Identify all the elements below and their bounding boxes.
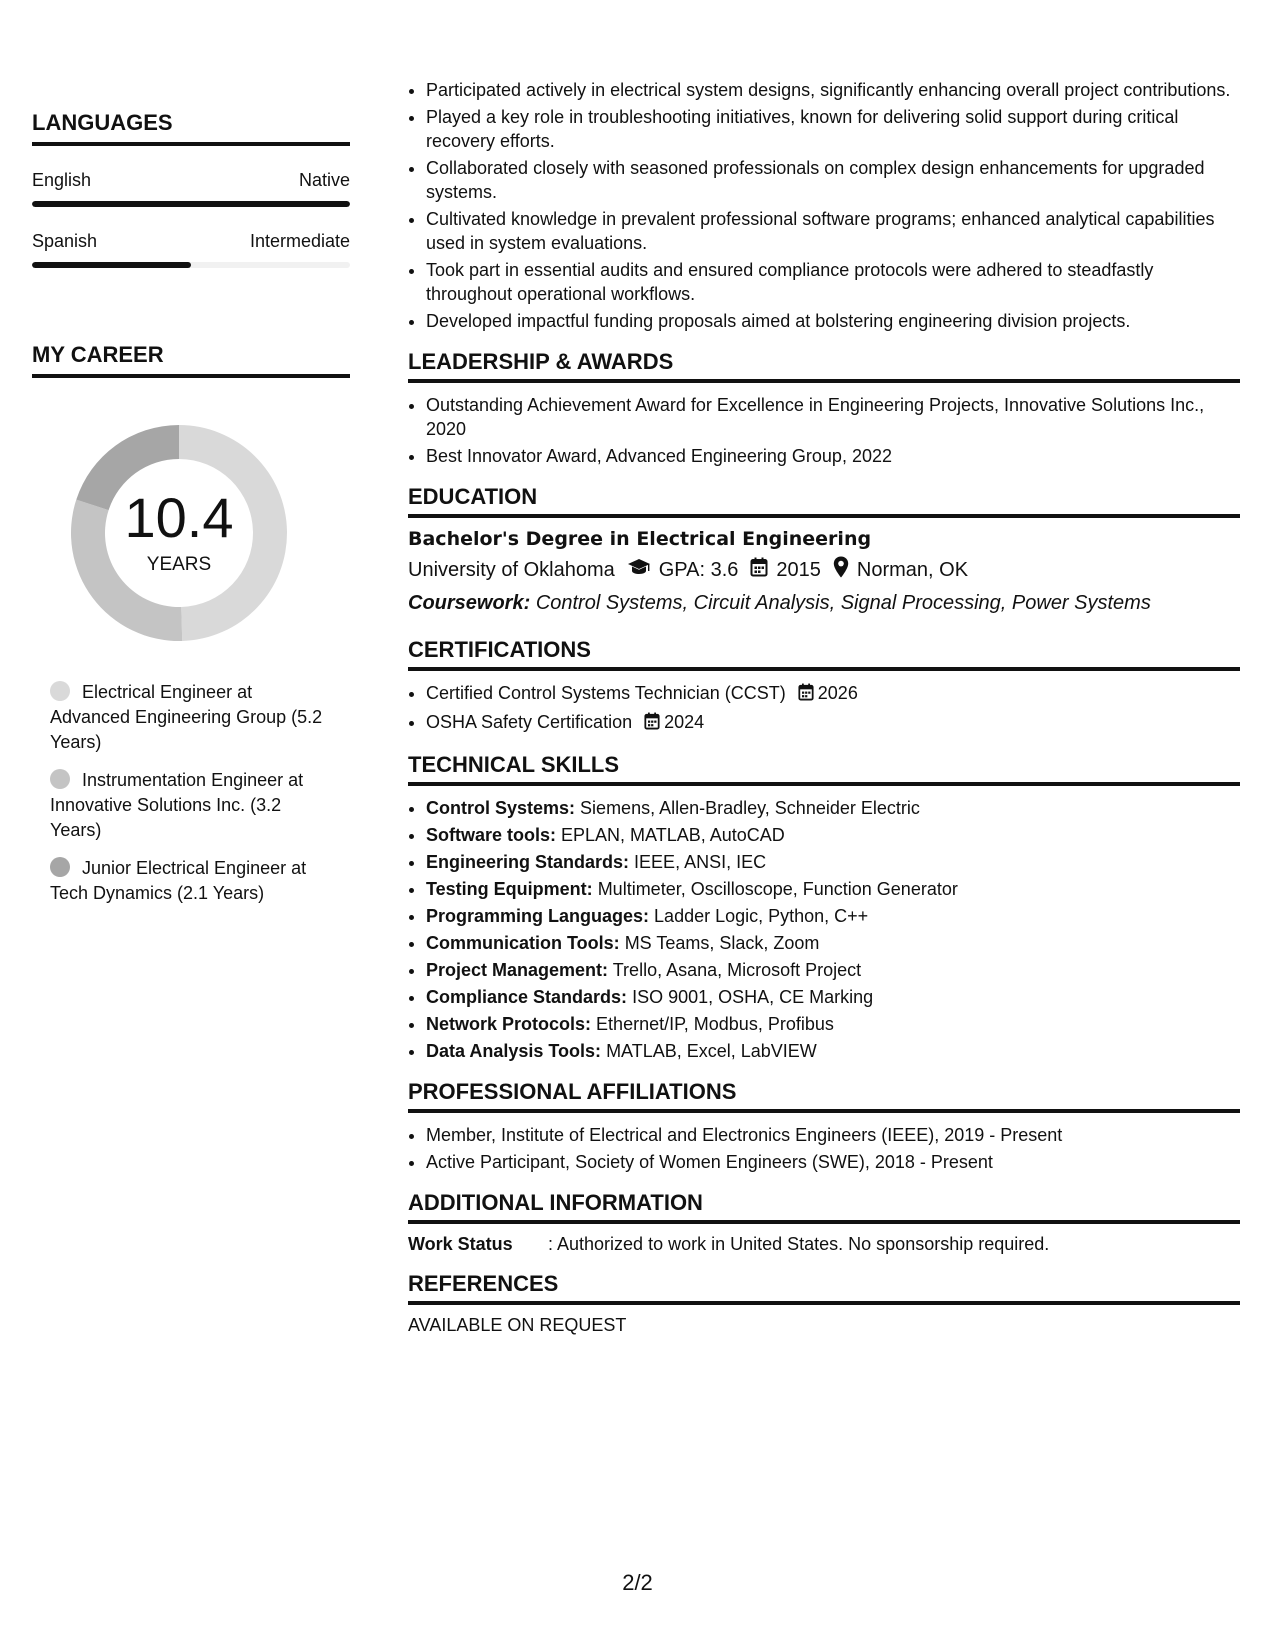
list-item <box>426 958 1240 982</box>
skill-label: Software tools: <box>426 825 557 845</box>
legend-dot <box>50 857 70 877</box>
education-year: 2015 <box>776 558 821 581</box>
certifications-heading: CERTIFICATIONS <box>408 637 1240 671</box>
legend-dot <box>50 681 70 701</box>
skill-value: EPLAN, MATLAB, AutoCAD <box>561 825 785 845</box>
experience-bullets <box>408 78 1240 333</box>
location-pin-icon <box>833 556 849 584</box>
legend-dot <box>50 769 70 789</box>
main-content <box>408 78 1240 1336</box>
calendar-icon <box>750 557 768 583</box>
career-donut-chart <box>64 418 294 648</box>
work-status-row <box>408 1234 1240 1255</box>
skills-list <box>408 796 1240 1063</box>
career-heading: MY CAREER <box>32 342 350 378</box>
references-text: AVAILABLE ON REQUEST <box>408 1315 627 1335</box>
career-total: 10.4 <box>124 486 234 549</box>
list-item <box>426 931 1240 955</box>
list-item: • Member, Institute of Electrical and Electronics Engineers (IEEE), 2019 - Present <box>426 1123 1240 1147</box>
skill-label: Compliance Standards: <box>426 987 628 1007</box>
language-english <box>32 170 350 207</box>
language-bar-fill <box>32 201 350 207</box>
education-gpa: GPA: 3.6 <box>658 558 739 581</box>
coursework-value: Control Systems, Circuit Analysis, Signal Processing, Power Systems <box>535 592 1151 614</box>
language-spanish <box>32 231 350 268</box>
affiliations-heading: PROFESSIONAL AFFILIATIONS <box>408 1079 1240 1113</box>
language-name: English <box>32 170 92 190</box>
list-item: • Participated actively in electrical system designs, significantly enhancing overall project contributions. <box>426 78 1240 102</box>
legend-item <box>50 768 330 843</box>
list-item: • Outstanding Achievement Award for Excellence in Engineering Projects, Innovative Solutions Inc., 2020 <box>426 393 1240 441</box>
education-location: Norman, OK <box>856 558 969 581</box>
sidebar <box>32 88 350 919</box>
language-level: Native <box>298 170 350 190</box>
certifications-list <box>408 681 1240 736</box>
skill-label: Control Systems: <box>426 798 576 818</box>
list-item <box>426 985 1240 1009</box>
skills-heading: TECHNICAL SKILLS <box>408 752 1240 786</box>
references-heading: REFERENCES <box>408 1271 1240 1305</box>
education-degree: Bachelor's Degree in Electrical Engineering <box>408 528 872 550</box>
list-item <box>426 877 1240 901</box>
list-item <box>426 1039 1240 1063</box>
list-item <box>426 904 1240 928</box>
page-number: 2/2 <box>622 1570 653 1595</box>
affiliations-list <box>408 1123 1240 1174</box>
skill-value: MATLAB, Excel, LabVIEW <box>606 1041 817 1061</box>
certification-name: OSHA Safety Certification <box>426 712 633 732</box>
language-name: Spanish <box>32 231 98 251</box>
legend-label: Instrumentation Engineer at Innovative Solutions Inc. (3.2 Years) <box>50 770 304 840</box>
leadership-heading: LEADERSHIP & AWARDS <box>408 349 1240 383</box>
language-bar-fill <box>32 262 191 268</box>
career-legend <box>50 680 330 906</box>
skill-label: Project Management: <box>426 960 609 980</box>
list-item <box>426 681 1240 707</box>
calendar-icon <box>644 712 660 736</box>
legend-label: Junior Electrical Engineer at Tech Dynamics (2.1 Years) <box>50 858 307 903</box>
work-status-label: Work Status <box>408 1234 513 1254</box>
languages-heading: LANGUAGES <box>32 110 350 146</box>
education-school: University of Oklahoma <box>408 558 615 581</box>
skill-label: Communication Tools: <box>426 933 620 953</box>
list-item: • Played a key role in troubleshooting initiatives, known for delivering solid support during critical recovery efforts. <box>426 105 1240 153</box>
skill-value: Multimeter, Oscilloscope, Function Generator <box>597 879 958 899</box>
leadership-list <box>408 393 1240 468</box>
skill-label: Engineering Standards: <box>426 852 630 872</box>
list-item: • Developed impactful funding proposals aimed at bolstering engineering division projects. <box>426 309 1240 333</box>
legend-item <box>50 856 330 906</box>
list-item: • Collaborated closely with seasoned professionals on complex design enhancements for upgraded systems. <box>426 156 1240 204</box>
list-item: • Active Participant, Society of Women Engineers (SWE), 2018 - Present <box>426 1150 1240 1174</box>
skill-label: Testing Equipment: <box>426 879 593 899</box>
skill-value: IEEE, ANSI, IEC <box>634 852 767 872</box>
language-bar <box>32 201 350 207</box>
certification-year: 2026 <box>817 683 858 703</box>
list-item <box>426 850 1240 874</box>
legend-item <box>50 680 330 755</box>
skill-value: Siemens, Allen-Bradley, Schneider Electric <box>580 798 920 818</box>
legend-label: Electrical Engineer at Advanced Engineering Group (5.2 Years) <box>50 682 323 752</box>
education-coursework <box>408 592 1240 615</box>
skill-value: Trello, Asana, Microsoft Project <box>612 960 862 980</box>
skill-label: Data Analysis Tools: <box>426 1041 602 1061</box>
skill-value: MS Teams, Slack, Zoom <box>624 933 820 953</box>
list-item: • Best Innovator Award, Advanced Engineering Group, 2022 <box>426 444 1240 468</box>
skill-value: ISO 9001, OSHA, CE Marking <box>632 987 874 1007</box>
list-item <box>426 823 1240 847</box>
certification-year: 2024 <box>664 712 705 732</box>
coursework-label: Coursework: <box>408 592 531 614</box>
work-status-value: : Authorized to work in United States. No sponsorship required. <box>548 1234 1050 1254</box>
language-level: Intermediate <box>249 231 350 251</box>
language-bar <box>32 262 350 268</box>
skill-label: Network Protocols: <box>426 1014 592 1034</box>
skill-label: Programming Languages: <box>426 906 650 926</box>
education-heading: EDUCATION <box>408 484 1240 518</box>
additional-heading: ADDITIONAL INFORMATION <box>408 1190 1240 1224</box>
skill-value: Ladder Logic, Python, C++ <box>654 906 869 926</box>
list-item: • Took part in essential audits and ensured compliance protocols were adhered to steadfastly throughout operational workflows. <box>426 258 1240 306</box>
certification-name: Certified Control Systems Technician (CCST) <box>426 683 786 703</box>
career-unit: YEARS <box>146 554 212 575</box>
list-item <box>426 796 1240 820</box>
calendar-icon <box>798 683 814 707</box>
graduation-cap-icon <box>627 558 651 582</box>
list-item: • Cultivated knowledge in prevalent professional software programs; enhanced analytical capabilities used in system evaluations. <box>426 207 1240 255</box>
list-item <box>426 1012 1240 1036</box>
list-item <box>426 710 1240 736</box>
skill-value: Ethernet/IP, Modbus, Profibus <box>596 1014 834 1034</box>
education-details <box>408 556 1240 584</box>
